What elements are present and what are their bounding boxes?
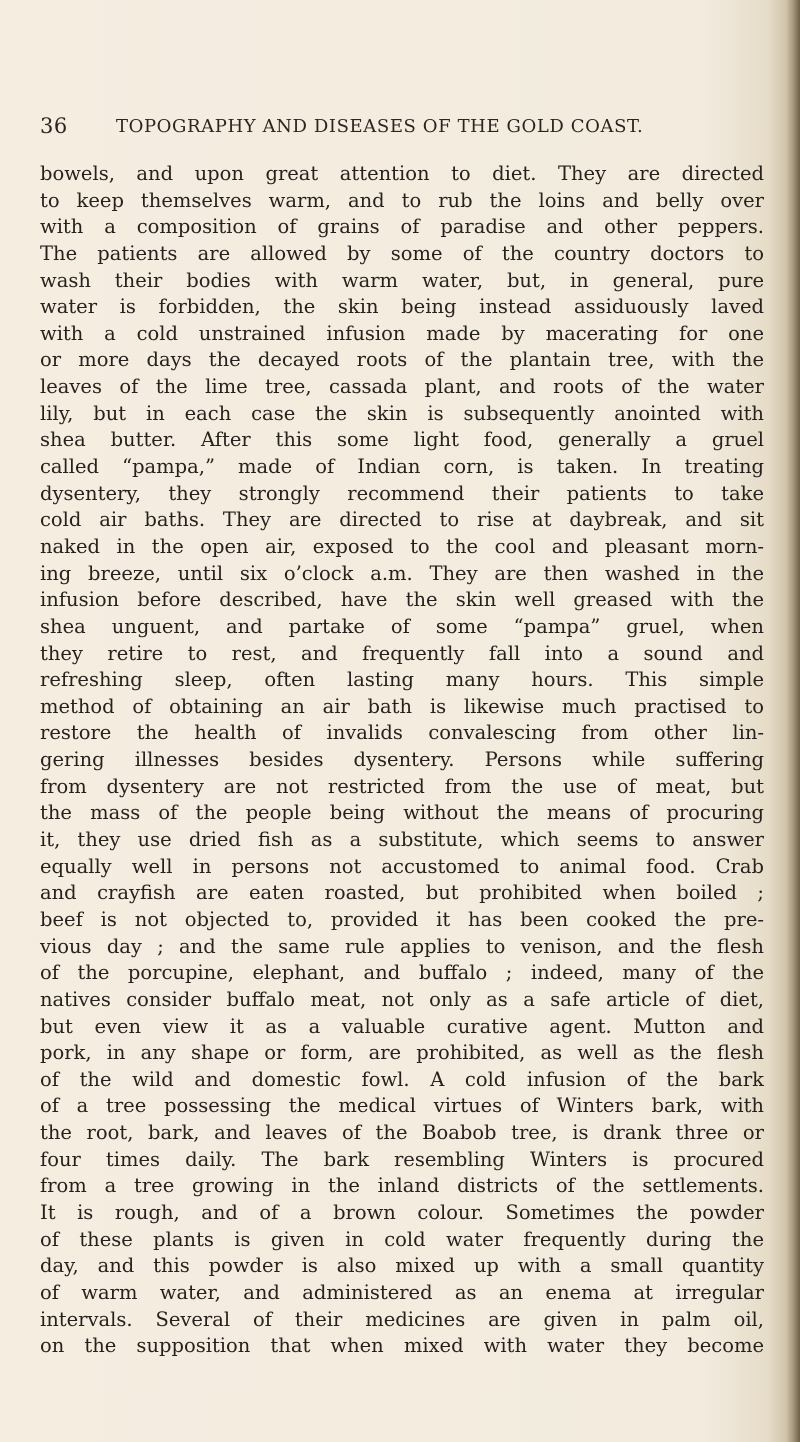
- text-line: bowels, and upon great attention to diet. They are directed: [40, 162, 764, 185]
- text-line: day, and this powder is also mixed up with a small quantity: [40, 1254, 764, 1278]
- text-line: with a cold unstrained infusion made by macerating for one: [40, 321, 764, 345]
- text-line: wash their bodies with warm water, but, in general, pure: [40, 268, 764, 292]
- text-line: the mass of the people being without the means of procuring: [40, 801, 764, 825]
- text-line: of the wild and domestic fowl. A cold infusion of the bark: [40, 1067, 764, 1091]
- body-text: [40, 161, 764, 1360]
- page-edge-shadow: [786, 0, 800, 1442]
- text-line: shea unguent, and partake of some “pampa” gruel, when: [40, 614, 764, 638]
- text-line: from dysentery are not restricted from the use of meat, but: [40, 774, 764, 798]
- text-line: infusion before described, have the skin well greased with the: [40, 588, 764, 612]
- running-head: TOPOGRAPHY AND DISEASES OF THE GOLD COAST.: [116, 116, 644, 137]
- text-line: dysentery, they strongly recommend their patients to take: [40, 481, 764, 505]
- text-line: pork, in any shape or form, are prohibited, as well as the flesh: [40, 1041, 764, 1065]
- text-line: refreshing sleep, often lasting many hours. This simple: [40, 668, 764, 692]
- text-line: gering illnesses besides dysentery. Persons while suffering: [40, 748, 764, 772]
- text-line: cold air baths. They are directed to rise at daybreak, and sit: [40, 508, 764, 532]
- text-line: natives consider buffalo meat, not only as a safe article of diet,: [40, 987, 764, 1011]
- text-line: of the porcupine, elephant, and buffalo ; indeed, many of the: [40, 961, 764, 985]
- page-header: [40, 114, 760, 144]
- text-line: beef is not objected to, provided it has been cooked the pre-: [40, 907, 764, 931]
- text-line: leaves of the lime tree, cassada plant, and roots of the water: [40, 375, 764, 399]
- text-line: method of obtaining an air bath is likewise much practised to: [40, 694, 764, 718]
- text-line: shea butter. After this some light food, generally a gruel: [40, 428, 764, 452]
- text-line: lily, but in each case the skin is subsequently anointed with: [40, 401, 764, 425]
- text-line: with a composition of grains of paradise and other peppers.: [40, 215, 764, 239]
- text-line: restore the health of invalids convalescing from other lin-: [40, 721, 764, 745]
- text-line: called “pampa,” made of Indian corn, is taken. In treating: [40, 455, 764, 479]
- text-line: but even view it as a valuable curative agent. Mutton and: [40, 1014, 764, 1038]
- text-line: of a tree possessing the medical virtues of Winters bark, with: [40, 1094, 764, 1118]
- text-line: of warm water, and administered as an enema at irregular: [40, 1280, 764, 1304]
- text-line: it, they use dried fish as a substitute, which seems to answer: [40, 828, 764, 852]
- text-line: to keep themselves warm, and to rub the loins and belly over: [40, 188, 764, 212]
- text-line: equally well in persons not accustomed to animal food. Crab: [40, 854, 764, 878]
- text-line: four times daily. The bark resembling Winters is procured: [40, 1147, 764, 1171]
- text-line: and crayfish are eaten roasted, but prohibited when boiled ;: [40, 881, 764, 905]
- text-line: they retire to rest, and frequently fall into a sound and: [40, 641, 764, 665]
- text-line: on the supposition that when mixed with water they become: [40, 1334, 764, 1358]
- text-line: naked in the open air, exposed to the cool and pleasant morn-: [40, 534, 764, 558]
- text-line: or more days the decayed roots of the plantain tree, with the: [40, 348, 764, 372]
- page-number: 36: [40, 114, 68, 138]
- text-line: of these plants is given in cold water frequently during the: [40, 1227, 764, 1251]
- text-line: from a tree growing in the inland districts of the settlements.: [40, 1174, 764, 1198]
- text-line: It is rough, and of a brown colour. Sometimes the powder: [40, 1200, 764, 1224]
- text-line: The patients are allowed by some of the country doctors to: [40, 241, 764, 265]
- text-line: the root, bark, and leaves of the Boabob tree, is drank three or: [40, 1121, 764, 1145]
- text-line: ing breeze, until six o’clock a.m. They are then washed in the: [40, 561, 764, 585]
- text-line: vious day ; and the same rule applies to venison, and the flesh: [40, 934, 764, 958]
- text-line: intervals. Several of their medicines are given in palm oil,: [40, 1307, 764, 1331]
- text-line: water is forbidden, the skin being instead assiduously laved: [40, 295, 764, 319]
